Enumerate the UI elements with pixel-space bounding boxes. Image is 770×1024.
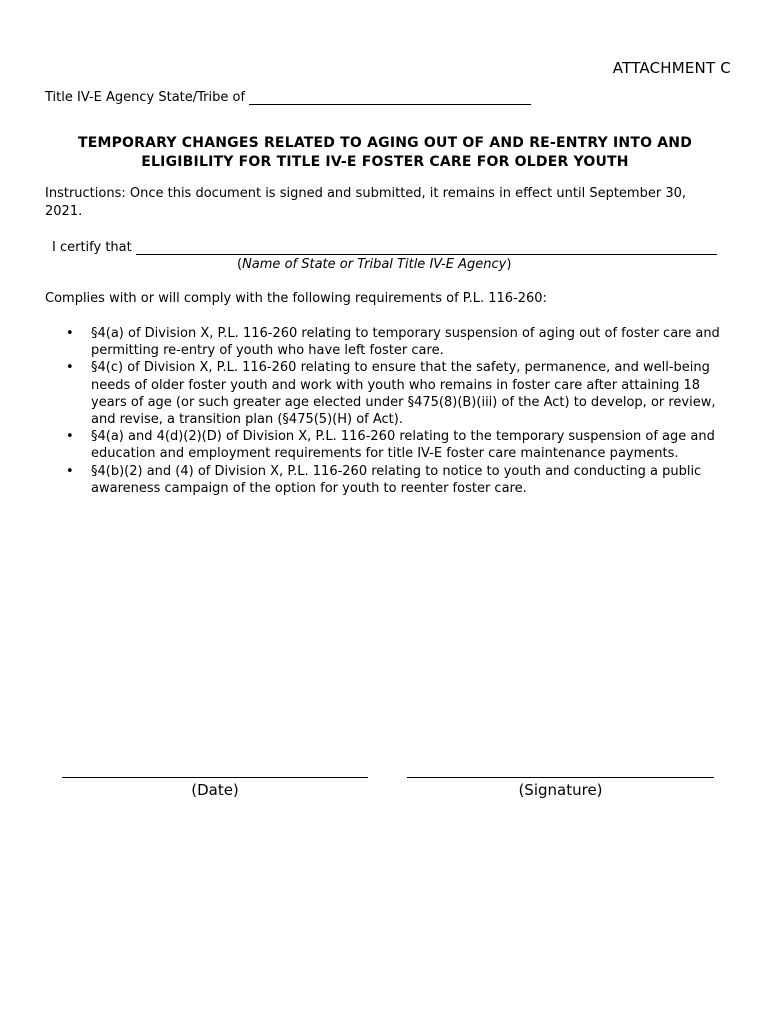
agency-name-caption xyxy=(237,257,511,272)
caption-text: Name of State or Tribal Title IV-E Agency xyxy=(242,257,507,272)
certify-label: I certify that xyxy=(52,240,132,255)
document-title xyxy=(40,134,730,172)
requirement-text: §4(b)(2) and (4) of Division X, P.L. 116-260 relating to notice to youth and conducting a public awareness campaign of the option for youth to reenter foster care. xyxy=(91,463,702,496)
bullet-icon: • xyxy=(66,326,74,341)
complies-intro: Complies with or will comply with the following requirements of P.L. 116-260: xyxy=(45,291,547,306)
signature-line[interactable] xyxy=(407,777,714,778)
instructions-text: Instructions: Once this document is signed and submitted, it remains in effect until September 30, 2021. xyxy=(45,186,686,219)
caption-open-paren: ( xyxy=(237,257,243,272)
certify-field xyxy=(52,240,717,255)
list-item xyxy=(45,428,725,462)
list-item xyxy=(45,463,725,497)
requirement-text: §4(a) and 4(d)(2)(D) of Division X, P.L. 116-260 relating to the temporary suspension of age and education and employment requirements for title IV-E foster care maintenance payments. xyxy=(91,429,715,462)
signature-caption: (Signature) xyxy=(518,781,603,799)
attachment-label: ATTACHMENT C xyxy=(612,59,731,77)
requirement-text: §4(a) of Division X, P.L. 116-260 relating to temporary suspension of aging out of foster care and permitting re-entry of youth who have left foster care. xyxy=(91,326,720,359)
certify-blank-line[interactable] xyxy=(136,242,717,255)
requirements-list xyxy=(45,325,725,497)
date-caption: (Date) xyxy=(191,781,239,799)
caption-close-paren: ) xyxy=(506,257,512,272)
date-signature-line[interactable] xyxy=(62,777,368,778)
document-title-line2: ELIGIBILITY FOR TITLE IV-E FOSTER CARE FOR OLDER YOUTH xyxy=(141,154,629,170)
list-item xyxy=(45,325,725,359)
agency-label: Title IV-E Agency State/Tribe of xyxy=(45,90,246,105)
bullet-icon: • xyxy=(66,429,74,445)
bullet-icon: • xyxy=(66,463,74,479)
bullet-icon: • xyxy=(66,360,74,376)
list-item xyxy=(45,359,725,428)
agency-field xyxy=(45,90,531,105)
agency-blank-line[interactable] xyxy=(249,90,531,105)
document-title-line1: TEMPORARY CHANGES RELATED TO AGING OUT OF AND RE-ENTRY INTO AND xyxy=(77,135,693,151)
requirement-text: §4(c) of Division X, P.L. 116-260 relating to ensure that the safety, permanence, and well-being needs of older foster youth and work with youth who remains in foster care after attaining 18 years of age (or such greater age elected under §475(8)(B)(iii) of the Act) to develop, or review, and revise, a transition plan (§475(5)(H) of Act). xyxy=(91,360,716,428)
